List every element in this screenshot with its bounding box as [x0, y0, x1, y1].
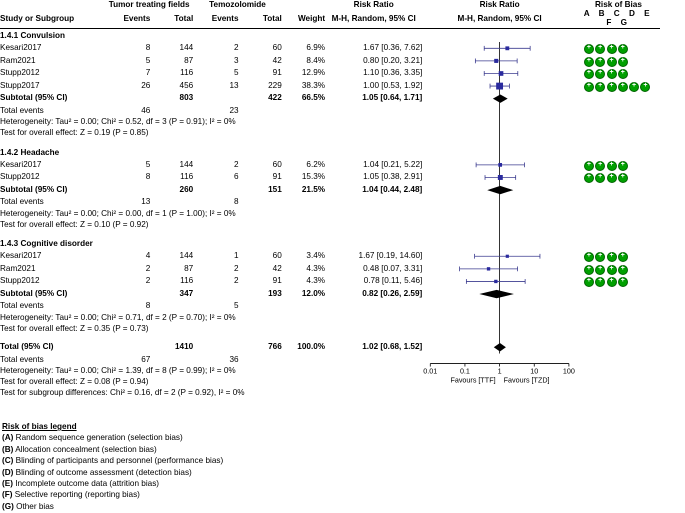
rob-dot-b: [595, 69, 605, 79]
header-events1: Events: [105, 9, 150, 29]
ci-text: 1.67 [0.19, 14.60]: [358, 250, 423, 260]
study-row: [0, 80, 660, 93]
ci-text: 1.05 [0.64, 1.71]: [362, 93, 423, 103]
rob-cell: [577, 80, 660, 93]
overall-effect-row: Test for overall effect: Z = 0.35 (P = 0.73): [0, 323, 149, 333]
rob-dot-a: [584, 69, 594, 79]
weight-value: 6.2%: [306, 159, 326, 169]
rob-cell: [577, 159, 660, 172]
events-tmz: 3: [234, 55, 239, 65]
ci-text: 1.67 [0.36, 7.62]: [363, 43, 423, 52]
legend-key: (F): [2, 490, 13, 500]
rob-dot-b: [595, 82, 605, 92]
ci-text: 1.02 [0.68, 1.52]: [362, 341, 423, 351]
table-header-row: [0, 9, 660, 29]
rob-dot-a: [584, 265, 594, 275]
events-ttf: 7: [145, 68, 151, 78]
study-label: Subtotal (95% CI): [0, 93, 68, 103]
ci-text: 0.78 [0.11, 5.46]: [363, 276, 423, 286]
total-tmz: 422: [268, 93, 282, 103]
events-ttf: 4: [145, 250, 151, 260]
legend-item: [2, 489, 402, 500]
subtotal-row: [0, 92, 660, 105]
rob-cell: [577, 171, 660, 184]
rob-dot-a: [584, 82, 594, 92]
events-tmz: [193, 184, 238, 197]
weight-value: 6.9%: [306, 43, 326, 52]
rob-dot-c: [607, 44, 617, 54]
rob-cell: [577, 275, 660, 288]
ci-text: 0.82 [0.26, 2.59]: [362, 288, 423, 298]
svg-text:10: 10: [530, 366, 539, 376]
total-events-tmz: 23: [229, 105, 239, 115]
total-ttf: 347: [179, 288, 194, 298]
legend-key: (C): [2, 456, 14, 466]
header-risk-ratio-plot: Risk Ratio: [479, 0, 520, 9]
rob-dot-d: [618, 69, 628, 79]
ci-plot-cell: [422, 171, 577, 184]
ci-plot-cell: [422, 42, 577, 55]
legend-text: Blinding of participants and personnel (performance bias): [15, 456, 224, 466]
events-ttf: 8: [145, 43, 151, 52]
rob-dot-c: [607, 252, 617, 262]
total-events-label: Total events: [0, 301, 44, 311]
weight-value: 15.3%: [301, 172, 326, 182]
ci-plot-cell: [422, 275, 577, 288]
rob-cell: [577, 42, 660, 55]
events-ttf: 8: [145, 172, 151, 182]
events-ttf: 26: [141, 80, 151, 90]
weight-value: 3.4%: [306, 250, 326, 260]
total-events-row: [0, 354, 660, 365]
total-ttf: 144: [179, 43, 194, 52]
legend-text: Random sequence generation (selection bias): [15, 433, 183, 443]
total-ttf: 87: [184, 263, 194, 273]
subgroup-heading-row: [0, 146, 660, 159]
weight-value: 38.3%: [301, 80, 326, 90]
total-events-ttf: 67: [141, 354, 151, 364]
legend-item: [2, 455, 402, 466]
study-row: [0, 42, 660, 55]
total-tmz: 42: [272, 263, 282, 273]
ci-plot-cell: [422, 184, 577, 197]
rob-dot-b: [595, 277, 605, 287]
rob-dot-d: [618, 44, 628, 54]
events-ttf: [105, 92, 150, 105]
total-ttf: 456: [179, 80, 194, 90]
ci-plot-cell: [422, 55, 577, 68]
events-tmz: 13: [229, 80, 239, 90]
events-ttf: 2: [145, 276, 151, 286]
total-tmz: 42: [272, 55, 282, 65]
total-events-label: Total events: [0, 105, 44, 115]
events-tmz: [193, 341, 238, 354]
total-events-ttf: 46: [141, 105, 151, 115]
total-events-ttf: 13: [141, 197, 151, 207]
header-total2: Total: [239, 9, 282, 29]
header-group2: Temozolomide: [209, 0, 266, 9]
total-tmz: 60: [272, 43, 282, 52]
events-ttf: [105, 184, 150, 197]
rob-dot-d: [618, 277, 628, 287]
subtotal-row: [0, 184, 660, 197]
events-tmz: 2: [234, 263, 239, 273]
total-heterogeneity-row: Heterogeneity: Tau² = 0.00; Chi² = 1.39, df = 8 (P = 0.99); I² = 0%: [0, 365, 236, 375]
weight-value: 4.3%: [306, 276, 326, 286]
weight-value: 12.0%: [301, 288, 326, 298]
rob-dot-b: [595, 161, 605, 171]
total-tmz: 91: [272, 68, 282, 78]
ci-text: 1.00 [0.53, 1.92]: [363, 80, 423, 90]
header-weight: Weight: [282, 9, 325, 29]
total-events-label: Total events: [0, 354, 44, 364]
ci-plot-cell: [422, 92, 577, 105]
ci-text: 1.05 [0.38, 2.91]: [363, 172, 423, 182]
rob-cell: [577, 67, 660, 80]
study-label: Stupp2012: [0, 68, 40, 78]
legend-item: [2, 467, 402, 478]
legend-text: Selective reporting (reporting bias): [14, 490, 140, 500]
subgroup-heading-row: [0, 29, 660, 43]
rob-dot-d: [618, 161, 628, 171]
total-events-tmz: 8: [234, 197, 239, 207]
table-header-group-row: [0, 0, 660, 9]
rob-dot-c: [607, 161, 617, 171]
rob-dot-d: [618, 57, 628, 67]
events-tmz: 6: [234, 172, 239, 182]
total-ttf: 803: [179, 93, 194, 103]
rob-dot-e: [629, 82, 639, 92]
rob-dot-b: [595, 44, 605, 54]
events-tmz: 1: [234, 250, 239, 260]
weight-value: 8.4%: [306, 55, 326, 65]
svg-text:Favours [TTF]: Favours [TTF]: [450, 375, 496, 385]
heterogeneity-row: Heterogeneity: Tau² = 0.00; Chi² = 0.52, df = 3 (P = 0.91); I² = 0%: [0, 117, 236, 127]
total-tmz: 766: [268, 341, 282, 351]
events-tmz: 2: [234, 43, 239, 52]
header-ci-plot: M-H, Random, 95% CI: [422, 9, 577, 29]
total-events-row: [0, 105, 660, 116]
total-ttf: 144: [179, 159, 194, 169]
study-row: [0, 159, 660, 172]
rob-dot-b: [595, 265, 605, 275]
rob-dot-c: [607, 173, 617, 183]
header-ci-text: M-H, Random, 95% CI: [325, 9, 422, 29]
total-tmz: 60: [272, 159, 282, 169]
rob-dot-c: [607, 69, 617, 79]
ci-plot-cell: [422, 263, 577, 276]
header-total1: Total: [150, 9, 193, 29]
total-ttf: 1410: [175, 341, 194, 351]
legend-text: Other bias: [16, 501, 54, 511]
rob-dot-d: [618, 82, 628, 92]
header-risk-of-bias: Risk of Bias: [595, 0, 642, 9]
weight-value: 12.9%: [301, 68, 326, 78]
ci-text: 1.04 [0.21, 5.22]: [363, 159, 423, 169]
rob-dot-f: [640, 82, 650, 92]
ci-text: 1.10 [0.36, 3.35]: [363, 68, 423, 78]
total-ttf: 116: [180, 172, 194, 182]
ci-text: 0.80 [0.20, 3.21]: [363, 55, 423, 65]
overall-effect-row: Test for overall effect: Z = 0.19 (P = 0.85): [0, 128, 149, 138]
total-tmz: 229: [268, 80, 282, 90]
svg-text:0.1: 0.1: [459, 366, 470, 376]
rob-dot-a: [584, 57, 594, 67]
events-ttf: 2: [145, 263, 151, 273]
spacer-row: [0, 334, 660, 341]
study-row: [0, 67, 660, 80]
total-overall-effect-row: Test for overall effect: Z = 0.08 (P = 0.94): [0, 376, 149, 386]
study-label: Ram2021: [0, 55, 36, 65]
total-tmz: 91: [272, 172, 282, 182]
ci-plot-cell: [422, 80, 577, 93]
subtotal-row: [0, 288, 660, 301]
legend-item: [2, 444, 402, 455]
events-tmz: 5: [234, 68, 239, 78]
weight-value: 4.3%: [306, 263, 326, 273]
ci-plot-cell: [422, 288, 577, 301]
events-tmz: [193, 92, 238, 105]
study-label: Subtotal (95% CI): [0, 288, 68, 298]
legend-item: [2, 501, 402, 512]
subtotal-row: [0, 341, 660, 354]
svg-text:1: 1: [497, 366, 502, 376]
legend-item: [2, 478, 402, 489]
total-events-row: [0, 300, 660, 311]
header-risk-ratio-text: Risk Ratio: [353, 0, 394, 9]
legend-text: Incomplete outcome data (attrition bias): [15, 479, 160, 489]
legend-text: Blinding of outcome assessment (detection bias): [15, 467, 192, 477]
header-group1: Tumor treating fields: [108, 0, 190, 9]
study-row: [0, 55, 660, 68]
spacer-row: [0, 230, 660, 237]
total-tmz: 60: [272, 250, 282, 260]
rob-dot-b: [595, 252, 605, 262]
legend-text: Allocation concealment (selection bias): [15, 444, 157, 454]
events-ttf: 5: [145, 55, 151, 65]
subgroup-heading-row: [0, 237, 660, 250]
ci-plot-cell: [422, 67, 577, 80]
study-row: [0, 250, 660, 263]
legend-key: (D): [2, 467, 14, 477]
study-label: Kesari2017: [0, 43, 42, 52]
rob-cell: [577, 263, 660, 276]
subgroup-title: 1.4.3 Cognitive disorder: [0, 238, 93, 248]
events-ttf: [105, 288, 150, 301]
total-ttf: 116: [180, 68, 194, 78]
header-rob-letters: A B C D E F G: [577, 9, 660, 29]
legend-key: (E): [2, 479, 13, 489]
total-events-ttf: 8: [145, 301, 151, 311]
legend-title: Risk of bias legend: [2, 422, 77, 431]
rob-dot-a: [584, 161, 594, 171]
rob-dot-d: [618, 265, 628, 275]
study-row: [0, 275, 660, 288]
subgroup-title: 1.4.2 Headache: [0, 147, 60, 157]
ci-plot-cell: [422, 250, 577, 263]
rob-dot-d: [618, 173, 628, 183]
rob-dot-a: [584, 277, 594, 287]
heterogeneity-row: Heterogeneity: Tau² = 0.00; Chi² = 0.00, df = 1 (P = 1.00); I² = 0%: [0, 208, 236, 218]
legend-key: (G): [2, 501, 14, 511]
total-tmz: 91: [272, 276, 282, 286]
ci-plot-cell: [422, 341, 577, 354]
total-events-tmz: 5: [234, 301, 239, 311]
study-row: [0, 171, 660, 184]
overall-effect-row: Test for overall effect: Z = 0.10 (P = 0.92): [0, 219, 149, 229]
risk-of-bias-legend: [2, 421, 402, 512]
rob-cell: [577, 250, 660, 263]
weight-value: 66.5%: [301, 93, 326, 103]
subgroup-title: 1.4.1 Convulsion: [0, 31, 66, 40]
legend-key: (B): [2, 444, 14, 454]
total-events-label: Total events: [0, 197, 44, 207]
rob-dot-a: [584, 252, 594, 262]
weight-value: 100.0%: [297, 341, 326, 351]
study-label: Total (95% CI): [0, 341, 54, 351]
rob-dot-c: [607, 277, 617, 287]
legend-key: (A): [2, 433, 14, 443]
events-ttf: 5: [145, 159, 151, 169]
total-ttf: 116: [180, 276, 194, 286]
study-label: Ram2021: [0, 263, 36, 273]
rob-dot-c: [607, 57, 617, 67]
weight-value: 21.5%: [301, 184, 326, 194]
study-row: [0, 263, 660, 276]
total-events-row: [0, 196, 660, 207]
rob-dot-a: [584, 44, 594, 54]
events-tmz: 2: [234, 159, 239, 169]
total-ttf: 87: [184, 55, 194, 65]
events-tmz: [193, 288, 238, 301]
study-label: Stupp2012: [0, 172, 40, 182]
total-events-tmz: 36: [229, 354, 239, 364]
subgroup-differences-row: Test for subgroup differences: Chi² = 0.16, df = 2 (P = 0.92), I² = 0%: [0, 388, 245, 398]
ci-text: 1.04 [0.44, 2.48]: [362, 184, 423, 194]
rob-cell: [577, 55, 660, 68]
study-label: Kesari2017: [0, 250, 42, 260]
total-tmz: 193: [268, 288, 282, 298]
rob-dot-c: [607, 265, 617, 275]
study-label: Stupp2012: [0, 276, 40, 286]
study-label: Kesari2017: [0, 159, 42, 169]
svg-text:0.01: 0.01: [423, 366, 438, 376]
events-ttf: [105, 341, 150, 354]
rob-dot-c: [607, 82, 617, 92]
events-tmz: 2: [234, 276, 239, 286]
study-label: Stupp2017: [0, 80, 40, 90]
study-label: Subtotal (95% CI): [0, 184, 68, 194]
header-study: Study or Subgroup: [0, 9, 105, 29]
svg-text:Favours [TZD]: Favours [TZD]: [503, 375, 550, 385]
header-events2: Events: [193, 9, 238, 29]
rob-dot-b: [595, 57, 605, 67]
total-ttf: 144: [179, 250, 194, 260]
rob-dot-d: [618, 252, 628, 262]
rob-dot-a: [584, 173, 594, 183]
rob-dot-b: [595, 173, 605, 183]
total-tmz: 151: [268, 184, 282, 194]
ci-plot-cell: [422, 159, 577, 172]
heterogeneity-row: Heterogeneity: Tau² = 0.00; Chi² = 0.71, df = 2 (P = 0.70); I² = 0%: [0, 312, 236, 322]
legend-item: [2, 432, 402, 443]
spacer-row: [0, 139, 660, 146]
svg-text:100: 100: [562, 366, 575, 376]
ci-text: 0.48 [0.07, 3.31]: [363, 263, 423, 273]
total-ttf: 260: [179, 184, 194, 194]
